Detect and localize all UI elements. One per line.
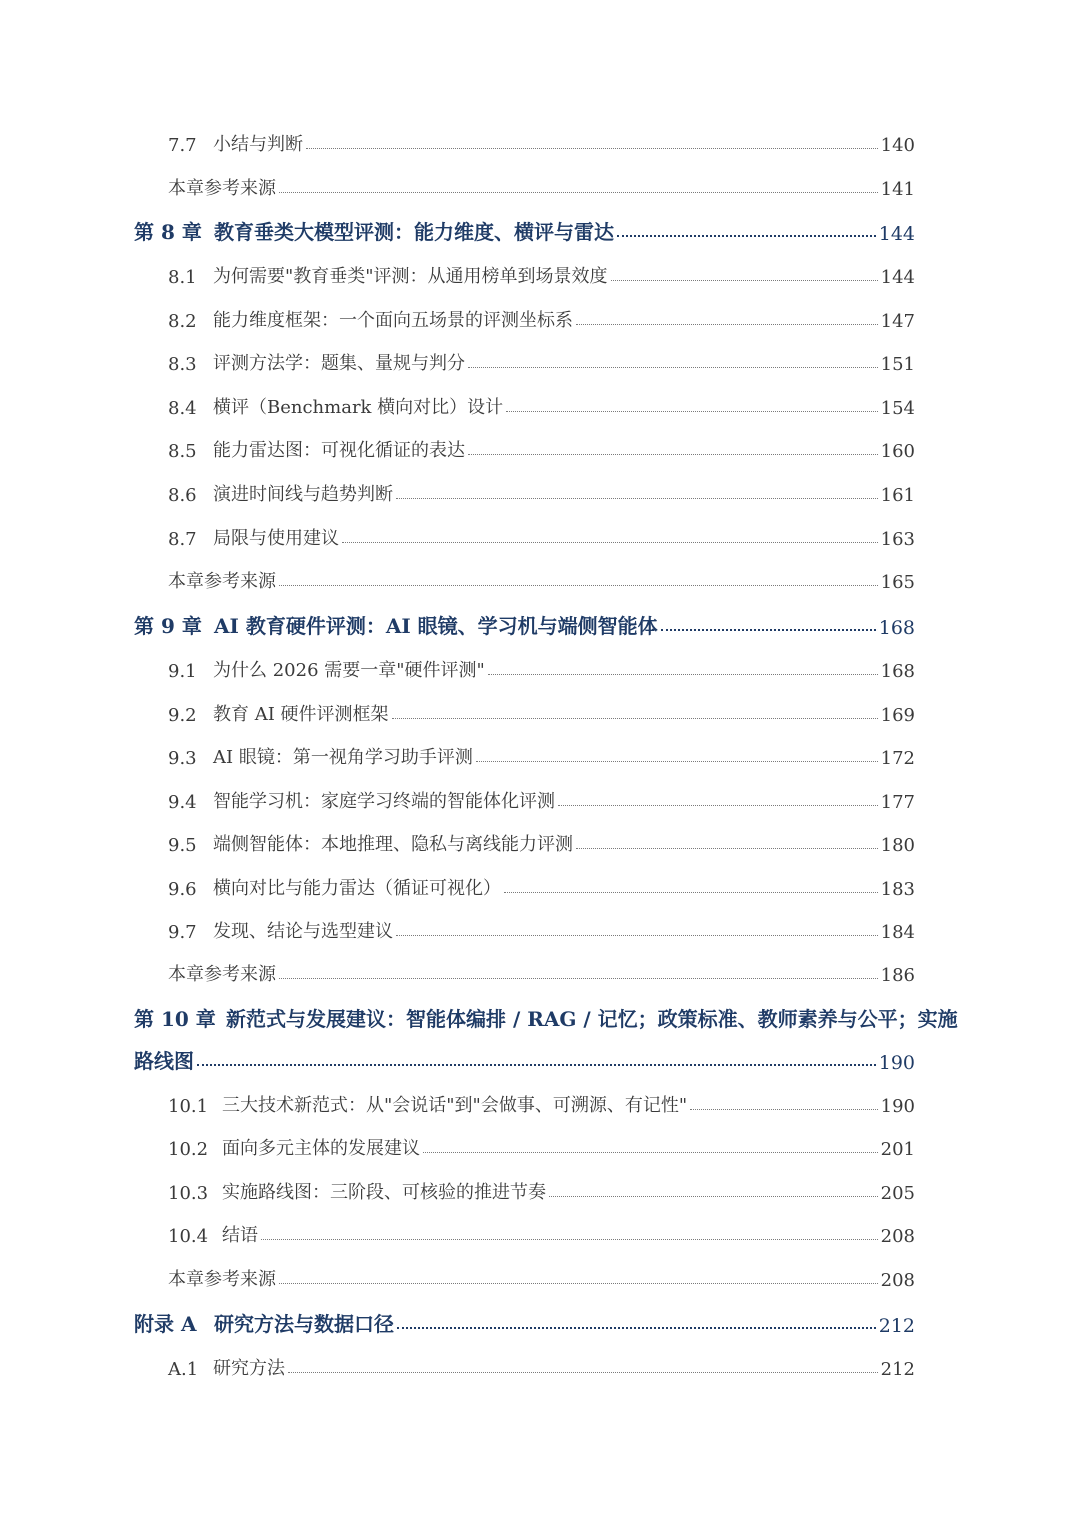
entry-title: 三大技术新范式：从"会说话"到"会做事、可溯源、有记性": [222, 1095, 688, 1116]
page-number: 141: [880, 179, 915, 200]
toc-entry-9-5[interactable]: [168, 826, 915, 856]
entry-title: 本章参考来源: [168, 1269, 276, 1290]
dot-leader: [468, 454, 878, 455]
entry-title: 研究方法: [213, 1358, 285, 1379]
toc-entry-ch8-references[interactable]: [168, 563, 915, 593]
dot-leader: [661, 629, 876, 631]
toc-chapter-10[interactable]: [134, 1042, 915, 1074]
page-number: 208: [880, 1270, 915, 1291]
toc-entry-8-1[interactable]: [168, 258, 915, 288]
dot-leader: [279, 192, 878, 193]
entry-title: 本章参考来源: [168, 964, 276, 985]
page-number: 144: [880, 267, 915, 288]
entry-number: 8.7: [168, 529, 197, 550]
toc-chapter-10-title-line1[interactable]: [134, 1000, 958, 1032]
entry-number: 10.1: [168, 1096, 209, 1117]
dot-leader: [576, 324, 878, 325]
chapter-title: 教育垂类大模型评测：能力维度、横评与雷达: [214, 220, 614, 244]
dot-leader: [342, 542, 878, 543]
toc-entry-ch10-references[interactable]: [168, 1261, 915, 1291]
page-number: 144: [878, 223, 915, 245]
page-number: 147: [880, 311, 915, 332]
toc-entry-8-5[interactable]: [168, 432, 915, 462]
dot-leader: [288, 1372, 878, 1373]
entry-title: 面向多元主体的发展建议: [222, 1138, 420, 1159]
entry-title: 能力雷达图：可视化循证的表达: [213, 440, 465, 461]
dot-leader: [504, 892, 878, 893]
entry-number: 9.6: [168, 879, 197, 900]
entry-number: 9.1: [168, 661, 197, 682]
entry-title: 端侧智能体：本地推理、隐私与离线能力评测: [213, 834, 573, 855]
page-number: 180: [880, 835, 915, 856]
dot-leader: [549, 1196, 878, 1197]
toc-entry-9-6[interactable]: [168, 870, 915, 900]
page-number: 212: [880, 1359, 915, 1380]
page-number: 186: [880, 965, 915, 986]
dot-leader: [397, 1327, 876, 1329]
entry-number: 9.4: [168, 792, 197, 813]
dot-leader: [279, 1283, 878, 1284]
page-number: 165: [880, 572, 915, 593]
toc-entry-9-7[interactable]: [168, 913, 915, 943]
page-number: 172: [880, 748, 915, 769]
entry-title: 教育 AI 硬件评测框架: [213, 704, 389, 725]
toc-entry-8-4[interactable]: [168, 389, 915, 419]
page-number: 190: [880, 1096, 915, 1117]
toc-entry-10-4[interactable]: [168, 1217, 915, 1247]
page-number: 205: [880, 1183, 915, 1204]
chapter-number: 第 8 章: [134, 220, 202, 244]
page-number: 154: [880, 398, 915, 419]
page-number: 168: [880, 661, 915, 682]
toc-entry-ch7-references[interactable]: [168, 170, 915, 200]
entry-title: 局限与使用建议: [213, 528, 339, 549]
dot-leader: [468, 367, 878, 368]
toc-entry-8-7[interactable]: [168, 520, 915, 550]
dot-leader: [611, 280, 878, 281]
toc-entry-7-7[interactable]: [168, 126, 915, 156]
toc-entry-10-3[interactable]: [168, 1174, 915, 1204]
entry-number: 9.2: [168, 705, 197, 726]
chapter-number: 第 10 章: [134, 1007, 216, 1031]
dot-leader: [392, 718, 878, 719]
dot-leader: [476, 761, 878, 762]
toc-chapter-9[interactable]: [134, 607, 915, 639]
chapter-title-continued: 路线图: [134, 1049, 194, 1073]
dot-leader: [197, 1064, 876, 1066]
dot-leader: [279, 585, 878, 586]
chapter-number: 第 9 章: [134, 614, 202, 638]
page-number: 212: [878, 1315, 915, 1337]
page-number: 140: [880, 135, 915, 156]
entry-number: 8.4: [168, 398, 197, 419]
dot-leader: [261, 1239, 878, 1240]
entry-title: 本章参考来源: [168, 178, 276, 199]
entry-number: A.1: [168, 1359, 199, 1380]
entry-title: AI 眼镜：第一视角学习助手评测: [213, 747, 473, 768]
toc-entry-9-1[interactable]: [168, 652, 915, 682]
toc-entry-9-4[interactable]: [168, 783, 915, 813]
entry-number: 10.2: [168, 1139, 209, 1160]
dot-leader: [423, 1152, 878, 1153]
entry-number: 8.2: [168, 311, 197, 332]
entry-number: 10.4: [168, 1226, 209, 1247]
entry-title: 小结与判断: [213, 134, 303, 155]
chapter-title: AI 教育硬件评测：AI 眼镜、学习机与端侧智能体: [214, 614, 658, 638]
toc-entry-8-2[interactable]: [168, 302, 915, 332]
toc-entry-ch9-references[interactable]: [168, 956, 915, 986]
page-number: 183: [880, 879, 915, 900]
dot-leader: [506, 411, 877, 412]
dot-leader: [306, 148, 878, 149]
entry-title: 结语: [222, 1225, 258, 1246]
dot-leader: [396, 498, 878, 499]
entry-title: 横向对比与能力雷达（循证可视化）: [213, 878, 501, 899]
toc-chapter-8[interactable]: [134, 213, 915, 245]
toc-entry-8-6[interactable]: [168, 476, 915, 506]
entry-number: 9.3: [168, 748, 197, 769]
page-number: 177: [880, 792, 915, 813]
toc-entry-9-3[interactable]: [168, 739, 915, 769]
dot-leader: [279, 978, 878, 979]
dot-leader: [576, 848, 878, 849]
page-number: 151: [880, 354, 915, 375]
entry-number: 9.5: [168, 835, 197, 856]
dot-leader: [396, 935, 878, 936]
toc-entry-9-2[interactable]: [168, 696, 915, 726]
page-number: 168: [878, 617, 915, 639]
page-number: 161: [880, 485, 915, 506]
entry-title: 为何需要"教育垂类"评测：从通用榜单到场景效度: [213, 266, 608, 287]
entry-title: 评测方法学：题集、量规与判分: [213, 353, 465, 374]
entry-number: 9.7: [168, 922, 197, 943]
page-number: 184: [880, 922, 915, 943]
chapter-number: 附录 A: [134, 1312, 197, 1336]
entry-title: 本章参考来源: [168, 571, 276, 592]
chapter-title: 新范式与发展建议：智能体编排 / RAG / 记忆；政策标准、教师素养与公平；实施: [226, 1007, 958, 1031]
page-number: 208: [880, 1226, 915, 1247]
entry-number: 8.5: [168, 441, 197, 462]
entry-title: 智能学习机：家庭学习终端的智能体化评测: [213, 791, 555, 812]
entry-title: 横评（Benchmark 横向对比）设计: [213, 397, 504, 418]
toc-appendix-a[interactable]: [134, 1305, 915, 1337]
entry-number: 8.1: [168, 267, 197, 288]
toc-entry-8-3[interactable]: [168, 345, 915, 375]
entry-title: 演进时间线与趋势判断: [213, 484, 393, 505]
entry-title: 为什么 2026 需要一章"硬件评测": [213, 660, 485, 681]
chapter-title: 研究方法与数据口径: [214, 1312, 394, 1336]
page-number: 201: [880, 1139, 915, 1160]
toc-entry-10-1[interactable]: [168, 1087, 915, 1117]
entry-title: 实施路线图：三阶段、可核验的推进节奏: [222, 1182, 546, 1203]
dot-leader: [488, 674, 878, 675]
entry-number: 8.6: [168, 485, 197, 506]
entry-title: 发现、结论与选型建议: [213, 921, 393, 942]
page-number: 169: [880, 705, 915, 726]
toc-entry-a-1[interactable]: [168, 1350, 915, 1380]
toc-entry-10-2[interactable]: [168, 1130, 915, 1160]
entry-number: 10.3: [168, 1183, 209, 1204]
page-number: 160: [880, 441, 915, 462]
dot-leader: [558, 805, 878, 806]
page-number: 163: [880, 529, 915, 550]
entry-number: 7.7: [168, 135, 197, 156]
entry-number: 8.3: [168, 354, 197, 375]
page-number: 190: [878, 1052, 915, 1074]
dot-leader: [617, 235, 876, 237]
dot-leader: [690, 1109, 878, 1110]
entry-title: 能力维度框架：一个面向五场景的评测坐标系: [213, 310, 573, 331]
